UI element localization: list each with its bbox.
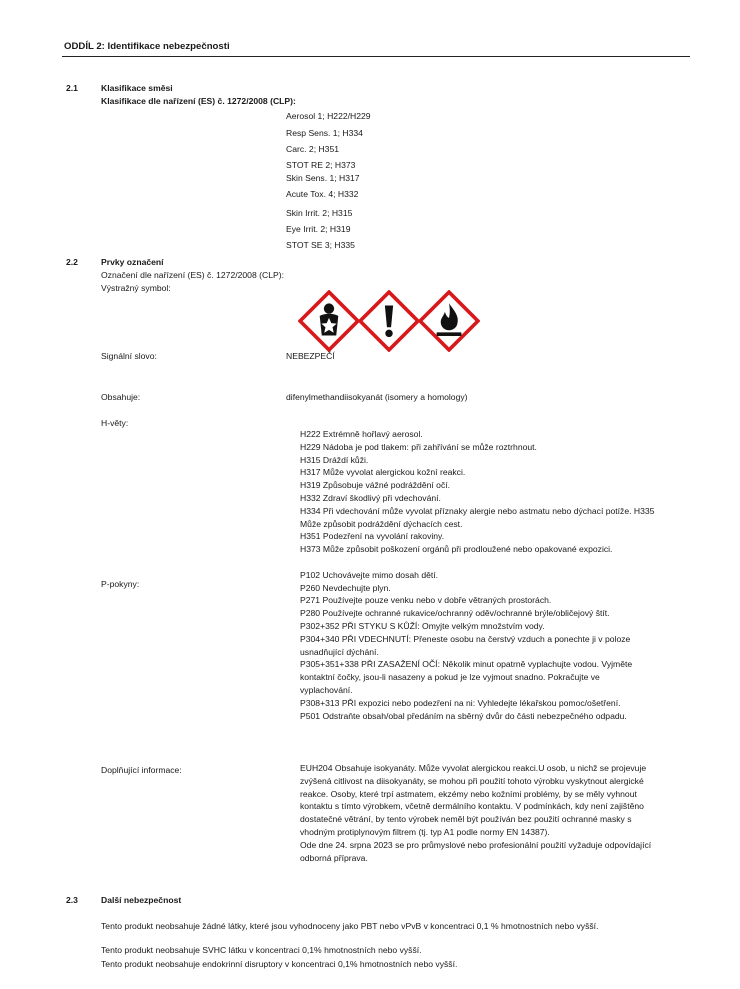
h-statement: H351 Podezření na vyvolání rakoviny. (300, 531, 445, 542)
h-statement: H334 Při vdechování může vyvolat příznaky alergie nebo astmatu nebo dýchací potíže. H335 (300, 505, 655, 516)
supplementary-line: zvýšená citlivost na diisokyanáty, se mohou při použití tohoto výrobku vyskytnout alergické (300, 775, 644, 786)
classification-item: Resp Sens. 1; H334 (286, 128, 363, 138)
classification-item: Aerosol 1; H222/H229 (286, 111, 371, 121)
supplementary-line: Ode dne 24. srpna 2023 se pro průmyslové nebo profesionální použití vyžaduje odpovídající (300, 839, 652, 850)
section-2-2-number: 2.2 (66, 257, 78, 267)
p-statements (300, 556, 722, 722)
classification-item: STOT RE 2; H373 (286, 160, 356, 170)
h-statement: H373 Může způsobit poškození orgánů při prodloužené nebo opakované expozici. (300, 544, 613, 555)
exclamation-mark-icon (358, 290, 420, 352)
h-statement: H332 Zdraví škodlivý při vdechování. (300, 492, 441, 503)
classification-item: Acute Tox. 4; H332 (286, 189, 359, 199)
p-statements-label: P-pokyny: (101, 579, 140, 589)
p-statement: P271 Používejte pouze venku nebo v dobře větraných prostorách. (300, 595, 552, 606)
section-2-1-title: Klasifikace směsi (101, 83, 173, 93)
p-statement: vyplachování. (300, 684, 353, 695)
h-statement: H317 Může vyvolat alergickou kožní reakci. (300, 467, 466, 478)
p-statement: P308+313 PŘI expozici nebo podezření na ni: Vyhledejte lékařskou pomoc/ošetření. (300, 697, 621, 708)
supplementary-line: kontaktu s tímto výrobkem, včetně dermálního kontaktu. V podmínkách, kdy není zajištěno (300, 801, 644, 812)
p-statement: P305+351+338 PŘI ZASAŽENÍ OČÍ: Několik minut opatrně vyplachujte vodou. Vyjměte (300, 659, 633, 670)
supplementary-line: vhodným protiplynovým filtrem (tj. typ A1 podle normy EN 14387). (300, 826, 550, 837)
h-statement: H229 Nádoba je pod tlakem: při zahřívání se může roztrhnout. (300, 441, 537, 452)
section-2-3-title: Další nebezpečnost (101, 895, 182, 905)
health-hazard-icon (298, 290, 360, 352)
pictogram-label: Výstražný symbol: (101, 283, 171, 293)
classification-item: Skin Irrit. 2; H315 (286, 208, 353, 218)
hazard-note: Tento produkt neobsahuje SVHC látku v koncentraci 0,1% hmotnostních nebo vyšší. (101, 945, 422, 955)
h-statement: H222 Extrémně hořlavý aerosol. (300, 429, 423, 439)
section-2-1-subtitle: Klasifikace dle nařízení (ES) č. 1272/2008 (CLP): (101, 96, 296, 106)
flame-icon (418, 290, 480, 352)
classification-item: STOT SE 3; H335 (286, 240, 355, 250)
h-statement: Může způsobit podráždění dýchacích cest. (300, 518, 463, 529)
p-statement: P302+352 PŘI STYKU S KŮŽÍ: Omyjte velkým množstvím vody. (300, 620, 545, 631)
classification-item: Carc. 2; H351 (286, 144, 340, 154)
p-statement: kontaktní čočky, jsou-li nasazeny a pokud je lze vyjmout snadno. Pokračujte ve (300, 672, 600, 683)
h-statement: H319 Způsobuje vážné podráždění očí. (300, 480, 451, 491)
supplementary-line: reakce. Osoby, které trpí astmatem, ekzémy nebo kožními problémy, by se měly vyhnout (300, 788, 637, 799)
p-statement: P260 Nevdechujte plyn. (300, 582, 391, 593)
classification-item: Skin Sens. 1; H317 (286, 173, 360, 183)
hazard-note: Tento produkt neobsahuje endokrinní disruptory v koncentraci 0,1% hmotnostních nebo vyšší. (101, 959, 458, 969)
header-rule (62, 56, 690, 57)
signal-word: NEBEZPEČÍ (286, 351, 335, 361)
supplementary-line: odborná příprava. (300, 852, 368, 863)
supplementary-label: Doplňující informace: (101, 765, 182, 775)
signal-word-label: Signální slovo: (101, 351, 157, 361)
section-2-3-number: 2.3 (66, 895, 78, 905)
p-statement: P501 Odstraňte obsah/obal předáním na sběrný dvůr do části nebezpečného odpadu. (300, 710, 627, 721)
h-statements-label: H-věty: (101, 418, 129, 428)
p-statement: P102 Uchovávejte mimo dosah dětí. (300, 569, 439, 580)
contains-value: difenylmethandiisokyanát (isomery a homology) (286, 392, 468, 402)
p-statement: usnadňující dýchání. (300, 646, 379, 657)
supplementary-info (300, 762, 722, 864)
label-regulation: Označení dle nařízení (ES) č. 1272/2008 (CLP): (101, 270, 284, 280)
section-header: ODDÍL 2: Identifikace nebezpečnosti (64, 41, 230, 52)
section-2-1-number: 2.1 (66, 83, 78, 93)
classification-item: Eye Irrit. 2; H319 (286, 224, 351, 234)
h-statement: H315 Dráždí kůži. (300, 454, 369, 465)
hazard-note: Tento produkt neobsahuje žádné látky, které jsou vyhodnoceny jako PBT nebo vPvB v koncentraci 0,1 % hmotnostních nebo vyšší. (101, 921, 599, 931)
p-statement: P280 Používejte ochranné rukavice/ochranný oděv/ochranné brýle/obličejový štít. (300, 608, 610, 619)
supplementary-line: EUH204 Obsahuje isokyanáty. Může vyvolat alergickou reakci.U osob, u nichž se projevuje (300, 763, 647, 773)
section-2-2-title: Prvky označení (101, 257, 164, 267)
contains-label: Obsahuje: (101, 392, 141, 402)
supplementary-line: dostatečné větrání, by tento výrobek neměl být používán bez použití ochranné masky s (300, 814, 632, 825)
p-statement: P304+340 PŘI VDECHNUTÍ: Přeneste osobu na čerstvý vzduch a ponechte ji v poloze (300, 633, 631, 644)
h-statements (300, 428, 722, 556)
